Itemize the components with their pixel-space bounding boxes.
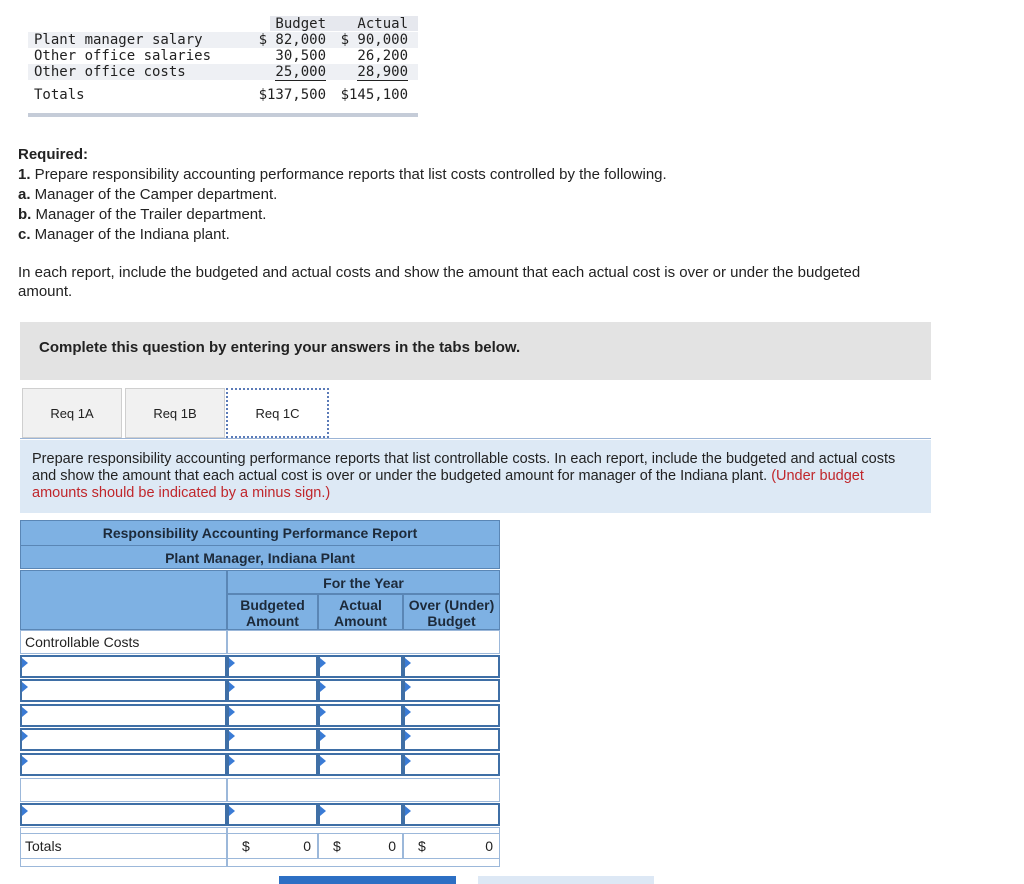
table-row [28, 32, 418, 48]
total-value: 0 [303, 838, 311, 854]
actual-input[interactable] [318, 753, 403, 776]
required-item-1: 1. Prepare responsibility accounting performance reports that list costs controlled by the following. [18, 166, 667, 183]
cost-name-input[interactable] [20, 753, 227, 776]
instruction-note: (Under budget amounts should be indicated by a minus sign.) [32, 468, 864, 501]
tab-req-1a[interactable] [22, 388, 122, 438]
budgeted-input[interactable] [227, 728, 318, 751]
over-under-input[interactable] [403, 753, 500, 776]
required-item-a: a. Manager of the Camper department. [18, 186, 278, 203]
cost-name-input[interactable] [20, 704, 227, 727]
section-spacer [227, 630, 500, 654]
required-item-c: c. Manager of the Indiana plant. [18, 226, 230, 243]
over-under-header: Over (Under) Budget [403, 594, 500, 630]
actual-input[interactable] [318, 655, 403, 678]
controllable-costs-label: Controllable Costs [20, 630, 227, 654]
row-label: Other office costs [34, 64, 186, 80]
cost-name-input[interactable] [20, 803, 227, 826]
tab-label: Req 1B [153, 406, 197, 421]
report-subtitle: Plant Manager, Indiana Plant [20, 545, 500, 569]
budgeted-input[interactable] [227, 655, 318, 678]
totals-budgeted [227, 833, 318, 859]
totals-actual [318, 833, 403, 859]
budgeted-input[interactable] [227, 753, 318, 776]
total-value: 0 [388, 838, 396, 854]
row-actual: 28,900 [357, 64, 408, 80]
currency-symbol: $ [333, 838, 341, 854]
table-totals-row [28, 84, 418, 106]
required-note: In each report, include the budgeted and actual costs and show the amount that each actual cost is over or under the budgeted [18, 264, 861, 281]
totals-over-under [403, 833, 500, 859]
table-row [28, 48, 418, 64]
totals-label: Totals [34, 87, 85, 103]
report-title: Responsibility Accounting Performance Report [20, 520, 500, 545]
cost-name-input[interactable] [20, 655, 227, 678]
totals-label: Totals [20, 833, 227, 859]
budget-header: Budget [275, 16, 326, 32]
tab-label: Req 1A [50, 406, 94, 421]
row-actual: 26,200 [357, 48, 408, 64]
instruction-text: Prepare responsibility accounting performance reports that list controllable costs. In each report, include the budgeted and actual costs and show the amount that each actual cost is over or under the budgeted amount for manager of the Indiana plant. [32, 451, 896, 484]
blank-row [20, 778, 227, 802]
row-actual: $ 90,000 [340, 32, 408, 48]
row-budget: $ 82,000 [258, 32, 326, 48]
required-item-b: b. Manager of the Trailer department. [18, 206, 267, 223]
currency-symbol: $ [418, 838, 426, 854]
over-under-input[interactable] [403, 728, 500, 751]
label-header-cell [20, 570, 227, 630]
actual-input[interactable] [318, 803, 403, 826]
cost-name-input[interactable] [20, 679, 227, 702]
tab-label: Req 1C [255, 406, 300, 421]
row-budget: 25,000 [275, 64, 326, 80]
over-under-input[interactable] [403, 679, 500, 702]
actual-input[interactable] [318, 679, 403, 702]
over-under-input[interactable] [403, 803, 500, 826]
over-under-input[interactable] [403, 655, 500, 678]
actual-header: Actual [357, 16, 408, 32]
over-under-input[interactable] [403, 704, 500, 727]
next-button[interactable] [478, 876, 654, 884]
required-heading: Required: [18, 146, 89, 163]
required-note-cont: amount. [18, 283, 73, 300]
complete-question-banner [20, 322, 931, 380]
actual-amount-header: Actual Amount [318, 594, 403, 630]
tab-divider [20, 438, 931, 439]
totals-actual: $145,100 [340, 87, 408, 103]
table-row [28, 64, 418, 80]
budgeted-amount-header: Budgeted Amount [227, 594, 318, 630]
tab-req-1b[interactable] [125, 388, 225, 438]
prev-button[interactable] [279, 876, 456, 884]
table-bottom-rule [28, 113, 418, 117]
totals-budget: $137,500 [258, 87, 326, 103]
cost-name-input[interactable] [20, 728, 227, 751]
budgeted-input[interactable] [227, 803, 318, 826]
currency-symbol: $ [242, 838, 250, 854]
blank-row [227, 778, 500, 802]
period-header: For the Year [227, 570, 500, 594]
row-label: Plant manager salary [34, 32, 203, 48]
tab-req-1c[interactable] [226, 388, 329, 438]
actual-input[interactable] [318, 704, 403, 727]
budgeted-input[interactable] [227, 679, 318, 702]
banner-text: Complete this question by entering your answers in the tabs below. [39, 339, 521, 356]
actual-input[interactable] [318, 728, 403, 751]
total-value: 0 [485, 838, 493, 854]
row-label: Other office salaries [34, 48, 212, 64]
table-header-row [28, 16, 418, 32]
instruction-panel [20, 440, 931, 513]
row-budget: 30,500 [275, 48, 326, 64]
budgeted-input[interactable] [227, 704, 318, 727]
